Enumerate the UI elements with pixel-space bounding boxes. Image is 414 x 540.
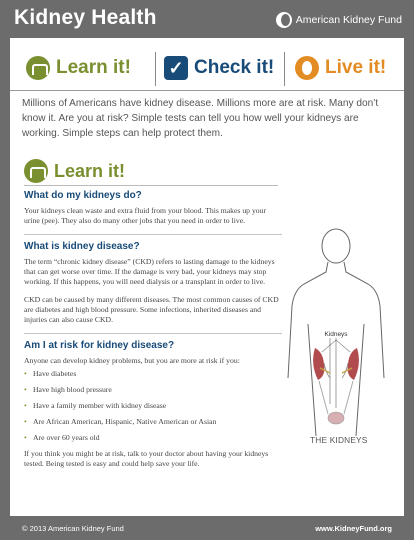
tab-label: Learn it! [56,57,131,78]
section-heading [24,159,125,183]
divider [24,333,282,334]
brand-logo[interactable] [276,12,402,28]
website-link[interactable]: www.KidneyFund.org [315,524,392,533]
book-icon [26,56,50,80]
book-icon [24,159,48,183]
kidneys-do-text: Your kidneys clean waste and extra fluid from your blood. This makes up your urine (pee). They also do many other jobs that you need in order to live. [24,206,267,225]
risk-outro: If you think you might be at risk, talk to your doctor about having your kidneys tested. Being tested is easy and could help save your life. [24,449,269,468]
tab-check-it[interactable] [164,52,274,84]
kidney-disease-text-1: The term “chronic kidney disease” (CKD) refers to lasting damage to the kidneys that can get worse over time. If the damage is very bad, your kidneys may stop working. If this happens, you will need dialysis or a transplant in order to live. [24,257,275,286]
checkmark-icon: ✓ [164,56,188,80]
kidney-disease-text-2: CKD can be caused by many different diseases. The most common causes of CKD are diabetes and high blood pressure. Some infections, inherited diseases and injuries can also cause CKD. [24,295,279,324]
list-item: • Are African American, Hispanic, Native American or Asian [24,417,282,427]
figure-caption: THE KIDNEYS [310,435,368,445]
tab-label: Live it! [325,57,387,78]
page-title: Kidney Health [14,6,157,29]
list-item: • Have high blood pressure [24,385,282,395]
tab-divider [284,52,285,86]
risk-section [24,340,282,469]
list-item: • Have diabetes [24,369,282,379]
kidney-logo-icon [276,12,292,28]
list-item: • Have a family member with kidney disease [24,401,282,411]
kidney-disease-heading: What is kidney disease? [24,241,140,252]
section-title: Learn it! [54,160,126,181]
intro-paragraph: Millions of Americans have kidney disease. Millions more are at risk. Many don’t know it. Are you at risk? Simple tests can tell you how well your kidneys are working. Simple steps can help protect them. [22,98,379,139]
divider [24,185,278,186]
tab-divider [155,52,156,86]
divider [10,90,404,91]
tab-live-it[interactable] [295,52,386,84]
tab-learn-it[interactable] [26,52,131,84]
kidneys-do-heading: What do my kidneys do? [24,190,142,201]
risk-list [24,369,282,443]
copyright: © 2013 American Kidney Fund [22,524,124,533]
kidney-disease-section [24,241,282,325]
kidneys-illustration [286,228,386,438]
brand-name: American Kidney Fund [295,14,402,26]
divider [24,234,282,235]
kidneys-do-section [24,190,282,226]
article-body [24,190,282,477]
tab-label: Check it! [194,57,275,78]
tab-bar [10,44,404,92]
footer [0,516,414,540]
list-item: • Are over 60 years old [24,433,282,443]
risk-heading: Am I at risk for kidney disease? [24,340,175,351]
kidneys-label: Kidneys [324,331,348,338]
kidney-icon [295,56,319,80]
header [0,0,414,38]
risk-intro: Anyone can develop kidney problems, but you are more at risk if you: [24,356,240,365]
main-content [10,38,404,516]
